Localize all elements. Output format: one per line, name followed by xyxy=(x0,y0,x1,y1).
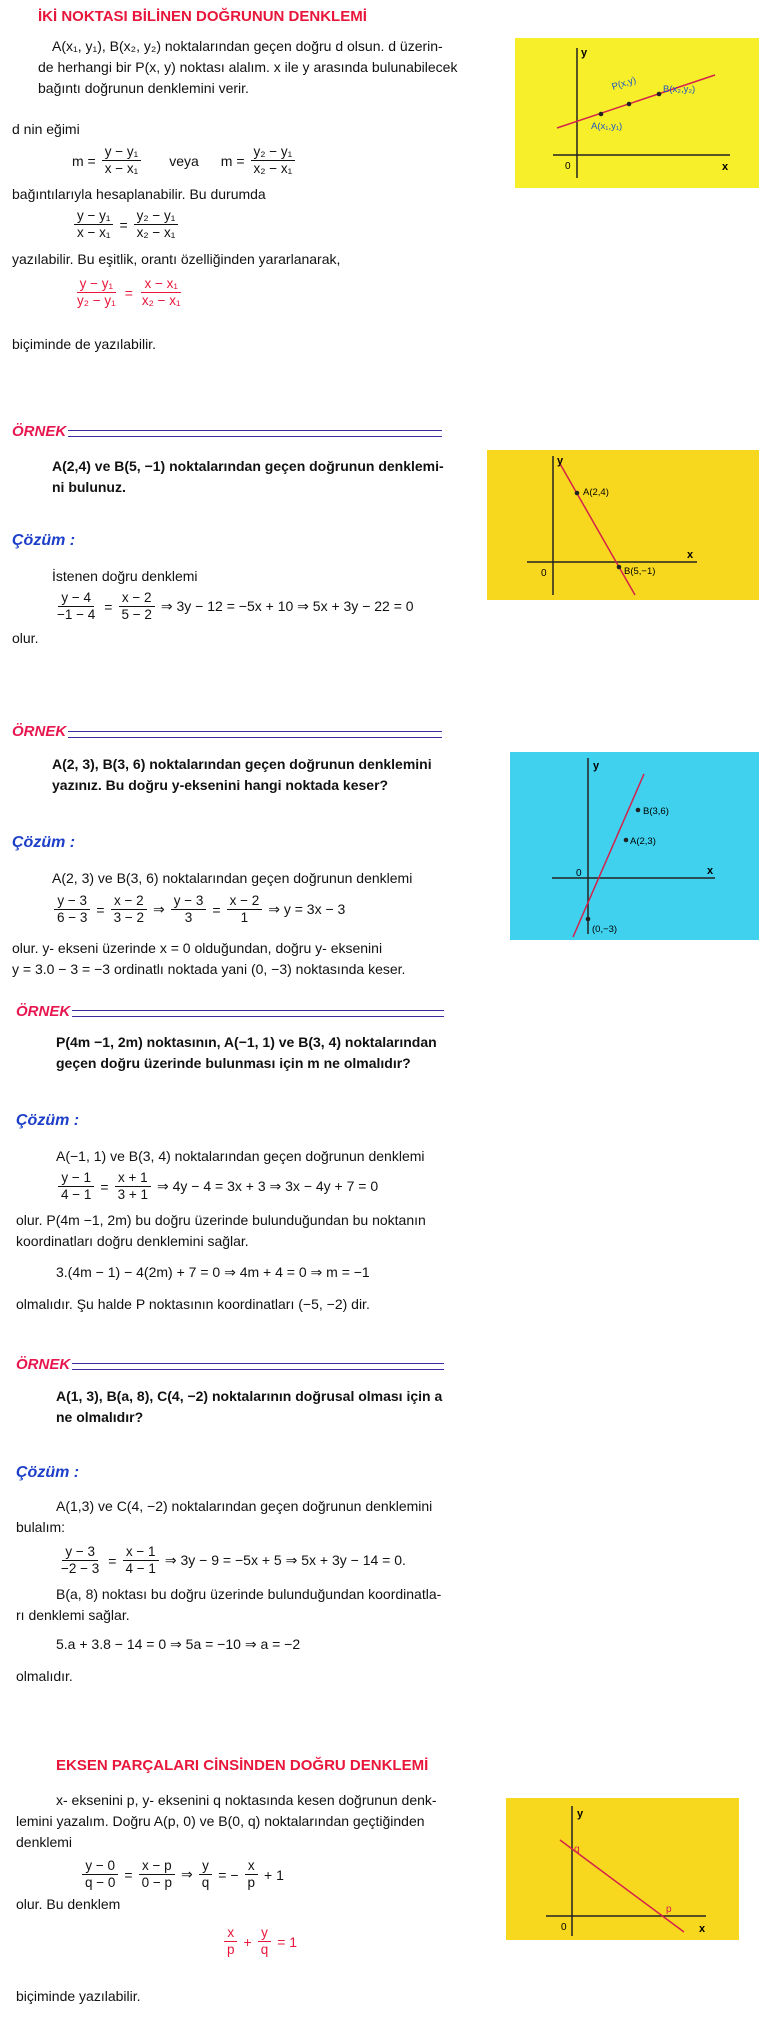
solution-equation: $\frac{y - 4}{-1 - 4}$ = $\frac{x - 2}{5 - 2}$ ⇒ 3y − 12 = −5x + 10 ⇒ 5x + 3y − 22 = 0 xyxy=(52,590,414,623)
slope-formulas xyxy=(72,144,297,177)
solution-intro: A(2, 3) ve B(3, 6) noktalarından geçen doğrunun denklemi xyxy=(52,870,413,886)
label-c: (0,−3) xyxy=(592,924,618,935)
label-q: q xyxy=(574,1844,580,1855)
axis-label-x: x xyxy=(687,549,694,561)
label-a: A(x₁,y₁) xyxy=(591,121,623,132)
cozum-label: Çözüm : xyxy=(16,1112,80,1129)
axis-label-y: y xyxy=(581,47,588,59)
final-text: biçiminde yazılabilir. xyxy=(16,1988,141,2004)
intro-line: bağıntı doğrunun denklemini verir. xyxy=(38,80,249,96)
fraction: $\frac{x - p}{0 - p}$ xyxy=(139,1858,175,1891)
solution-intro: İstenen doğru denklemi xyxy=(52,568,198,584)
fraction: $\frac{\text{x − x₁}}{\text{x₂ − x₁}}$ xyxy=(141,276,181,308)
ornek-divider xyxy=(68,731,442,738)
fraction: $\frac{y}{q}$ xyxy=(258,1925,272,1958)
label-a: A(2,4) xyxy=(583,487,609,498)
label-b: B(5,−1) xyxy=(624,566,656,577)
point-a xyxy=(575,491,580,496)
solution-conclusion: olmalıdır. Şu halde P noktasının koordinatları (−5, −2) dir. xyxy=(16,1296,370,1312)
graph-intercepts xyxy=(506,1798,739,1940)
axis-label-x: x xyxy=(699,1923,706,1935)
equation-b: $\frac{\text{y − y₁}}{\text{y₂ − y₁}}$ = $\frac{\text{x − x₁}}{\text{x₂ − x₁}}$ xyxy=(72,276,186,309)
ornek-label: ÖRNEK xyxy=(12,723,67,740)
label-p: P(x,y) xyxy=(610,74,638,93)
olur-text: olur. Bu denklem xyxy=(16,1896,121,1912)
fraction: $\frac{x - 2}{5 - 2}$ xyxy=(118,590,154,623)
cozum-label: Çözüm : xyxy=(16,1464,80,1481)
point-c xyxy=(586,917,591,922)
fraction: $\frac{y - 3}{6 - 3}$ xyxy=(54,893,90,926)
axis-label-y: y xyxy=(593,760,600,772)
fraction: $\frac{x + 1}{3 + 1}$ xyxy=(115,1170,151,1203)
fraction: $\frac{\text{y − y₁}}{\text{y₂ − y₁}}$ xyxy=(77,276,116,308)
fraction: $\frac{x}{p}$ xyxy=(245,1858,259,1891)
point-a xyxy=(624,838,629,843)
intercept-equation: $\frac{y - 0}{q - 0}$ = $\frac{x - p}{0 - p}$ ⇒ $\frac{y}{q}$ = − $\frac{x}{p}$ + 1 xyxy=(80,1858,284,1891)
m-lhs: m = xyxy=(72,152,96,169)
equation-a: $\frac{\text{y − y₁}}{\text{x − x₁}}$ = $\frac{\text{y₂ − y₁}}{\text{x₂ − x₁}}$ xyxy=(72,208,180,241)
ornek-divider xyxy=(72,1363,444,1370)
fraction: $\frac{y}{q}$ xyxy=(199,1858,213,1891)
solution-equation: $\frac{y - 1}{4 - 1}$ = $\frac{x + 1}{3 + 1}$ ⇒ 4y − 4 = 3x + 3 ⇒ 3x − 4y + 7 = 0 xyxy=(56,1170,378,1203)
intro-text xyxy=(38,36,468,99)
graph-example-2 xyxy=(510,752,759,940)
graph-two-points xyxy=(515,38,759,188)
fraction: $\frac{\text{y₂ − y₁}}{\text{x₂ − x₁}}$ xyxy=(134,208,179,241)
axis-label-x: x xyxy=(707,865,714,877)
axis-label-y: y xyxy=(577,1808,584,1820)
fraction: $\frac{y - 3}{3}$ xyxy=(171,893,207,926)
veya: veya xyxy=(169,152,199,169)
ornek-label: ÖRNEK xyxy=(16,1356,71,1373)
fraction: $\frac{y - 1}{4 - 1}$ xyxy=(58,1170,94,1203)
label-b: B(3,6) xyxy=(643,806,669,817)
axis-label-y: y xyxy=(557,455,564,467)
section-title: EKSEN PARÇALARI CİNSİNDEN DOĞRU DENKLEMİ xyxy=(56,1757,429,1774)
axis-label-x: x xyxy=(722,161,729,173)
point-b xyxy=(636,808,641,813)
solution-calc: 5.a + 3.8 − 14 = 0 ⇒ 5a = −10 ⇒ a = −2 xyxy=(56,1636,301,1652)
written-text: yazılabilir. Bu eşitlik, orantı özelliğinden yararlanarak, xyxy=(12,251,341,267)
graph-background xyxy=(487,450,759,600)
example-question: P(4m −1, 2m) noktasının, A(−1, 1) ve B(3, 4) noktalarından geçen doğru üzerinde bulunması için m ne olmalıdır? xyxy=(56,1034,437,1071)
calc-text: bağıntılarıyla hesaplanabilir. Bu durumda xyxy=(12,186,266,202)
ornek-label: ÖRNEK xyxy=(16,1003,71,1020)
solution-conclusion: olmalıdır. xyxy=(16,1668,73,1684)
ornek-divider xyxy=(72,1010,444,1017)
graph-background xyxy=(506,1798,739,1940)
label-p: p xyxy=(666,1904,672,1915)
fraction: $\frac{\text{y₂ − y₁}}{\text{x₂ − x₁}}$ xyxy=(251,144,296,177)
intro-line: A(x₁, y₁), B(x₂, y₂) noktalarından geçen doğru d olsun. d üzerin- xyxy=(52,38,443,54)
fraction: $\frac{x}{p}$ xyxy=(224,1925,238,1958)
point-p xyxy=(627,102,632,107)
section-text: x- eksenini p, y- eksenini q noktasında kesen doğrunun denk- lemini yazalım. Doğru A(p, 0) ve B(0, q) noktalarından geçtiğinden denklemi xyxy=(16,1792,437,1850)
fraction: $\frac{x - 1}{4 - 1}$ xyxy=(122,1544,158,1577)
point-b xyxy=(657,92,662,97)
point-b xyxy=(617,565,622,570)
label-b: B(x₂,y₂) xyxy=(663,84,696,95)
graph-example-1 xyxy=(487,450,759,600)
solution-intro: A(−1, 1) ve B(3, 4) noktalarından geçen doğrunun denklemi xyxy=(56,1148,425,1164)
example-question: A(2,4) ve B(5, −1) noktalarından geçen doğrunun denklemi- ni bulunuz. xyxy=(52,458,444,495)
fraction: $\frac{\text{y − y₁}}{\text{x − x₁}}$ xyxy=(74,208,113,241)
solution-equation: $\frac{y - 3}{-2 - 3}$ = $\frac{x - 1}{4 - 1}$ ⇒ 3y − 9 = −5x + 5 ⇒ 5x + 3y − 14 = 0. xyxy=(56,1544,406,1577)
origin-label: 0 xyxy=(576,868,582,879)
intro-line: de herhangi bir P(x, y) noktası alalım. x ile y arasında bulunabilecek xyxy=(38,59,458,75)
solution-intro: A(1,3) ve C(4, −2) noktalarından geçen doğrunun denklemini bulalım: xyxy=(16,1498,433,1535)
form-text: biçiminde de yazılabilir. xyxy=(12,336,156,352)
fraction: $\frac{x - 2}{3 - 2}$ xyxy=(111,893,147,926)
ornek-label: ÖRNEK xyxy=(12,423,67,440)
origin-label: 0 xyxy=(565,161,571,172)
solution-equation: $\frac{y - 3}{6 - 3}$ = $\frac{x - 2}{3 - 2}$ ⇒ $\frac{y - 3}{3}$ = $\frac{x - 2}{1}$ ⇒ y = 3x − 3 xyxy=(52,893,345,926)
m-lhs: m = xyxy=(220,152,245,169)
solution-calc: 3.(4m − 1) − 4(2m) + 7 = 0 ⇒ 4m + 4 = 0 ⇒ m = −1 xyxy=(56,1264,370,1280)
solution-text: B(a, 8) noktası bu doğru üzerinde bulunduğundan koordinatla- rı denklemi sağlar. xyxy=(16,1586,442,1623)
solution-text: olur. y- ekseni üzerinde x = 0 olduğundan, doğru y- eksenini y = 3.0 − 3 = −3 ordinatlı noktada yani (0, −3) noktasında keser. xyxy=(12,940,406,977)
ornek-divider xyxy=(68,430,442,437)
fraction: $\frac{y - 3}{-2 - 3}$ xyxy=(61,1544,100,1576)
solution-text: olur. P(4m −1, 2m) bu doğru üzerinde bulunduğundan bu noktanın koordinatları doğru denklemini sağlar. xyxy=(16,1212,426,1249)
origin-label: 0 xyxy=(561,1922,567,1933)
fraction: $\frac{\text{y − y₁}}{\text{x − x₁}}$ xyxy=(102,144,141,177)
cozum-label: Çözüm : xyxy=(12,532,76,549)
fraction: $\frac{y - 0}{q - 0}$ xyxy=(82,1858,118,1891)
example-question: A(2, 3), B(3, 6) noktalarından geçen doğrunun denklemini yazınız. Bu doğru y-eksenini hangi noktada keser? xyxy=(52,756,432,793)
origin-label: 0 xyxy=(541,568,547,579)
label-a: A(2,3) xyxy=(630,836,656,847)
example-question: A(1, 3), B(a, 8), C(4, −2) noktalarının doğrusal olması için a ne olmalıdır? xyxy=(56,1388,443,1425)
section-title: İKİ NOKTASI BİLİNEN DOĞRUNUN DENKLEMİ xyxy=(38,8,367,25)
intercept-result: $\frac{x}{p}$ + $\frac{y}{q}$ = 1 xyxy=(222,1925,297,1958)
fraction: $\frac{y - 4}{-1 - 4}$ xyxy=(57,590,96,622)
point-a xyxy=(599,112,604,117)
cozum-label: Çözüm : xyxy=(12,834,76,851)
olur-text: olur. xyxy=(12,630,39,646)
slope-label: d nin eğimi xyxy=(12,121,80,137)
fraction: $\frac{x - 2}{1}$ xyxy=(227,893,263,926)
